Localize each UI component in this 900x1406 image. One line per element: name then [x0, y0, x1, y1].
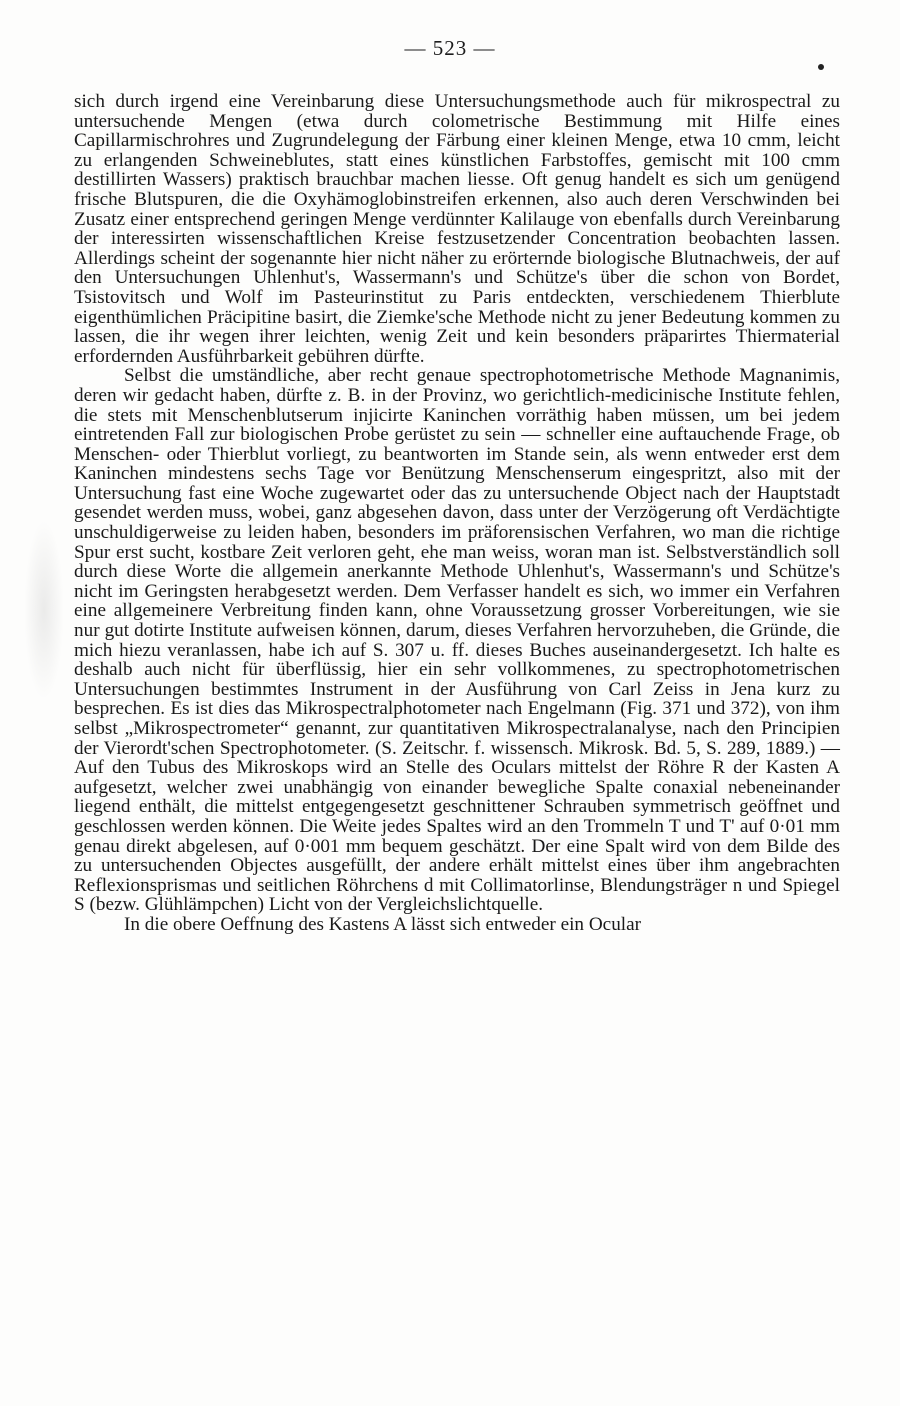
body-text [74, 92, 840, 935]
paper-stain [24, 520, 64, 700]
paragraph-spectrophotometry: Selbst die umständliche, aber recht genaue spectrophotometrische Methode Magnanimis, deren wir gedacht haben, dürfte z. B. in der Provinz, wo gerichtlich-medicinische Institute fehlen, die stets mit Menschenblutserum injicirte Kaninchen vorräthig haben müssen, um bei jedem eintretenden Fall zur biologischen Probe gerüstet zu sein — schneller eine auftauchende Frage, ob Menschen- oder Thierblut vorliegt, zu beantworten im Stande sein, als wenn entweder erst dem Kaninchen mindestens sechs Tage vor Benützung Menschenserum eingespritzt, also mit der Untersuchung fast eine Woche zugewartet oder das zu untersuchende Object nach der Hauptstadt gesendet werden muss, wobei, ganz abgesehen davon, dass unter der Verzögerung oft Verdächtigte unschuldigerweise zu leiden haben, besonders im präforensischen Verfahren, wo man die richtige Spur erst sucht, kostbare Zeit verloren geht, ehe man weiss, woran man ist. Selbstverständlich soll durch diese Worte die allgemein anerkannte Methode Uhlenhut's, Wassermann's und Schütze's nicht im Geringsten herabgesetzt werden. Dem Verfasser handelt es sich, wo immer ein Verfahren eine allgemeinere Verbreitung finden kann, ohne Voraussetzung grosser Vorbereitungen, wie sie nur gut dotirte Institute aufweisen können, darum, dieses Verfahren hervorzuheben, die Gründe, die mich hiezu veranlassen, habe ich auf S. 307 u. ff. dieses Buches auseinandergesetzt. Ich halte es deshalb auch nicht für überflüssig, hier ein sehr vollkommenes, zu spectrophotometrischen Untersuchungen bestimmtes Instrument in der Ausführung von Carl Zeiss in Jena kurz zu besprechen. Es ist dies das Mikrospectralphotometer nach Engelmann (Fig. 371 und 372), von ihm selbst „Mikrospectrometer“ genannt, zur quantitativen Mikrospectralanalyse, nach den Principien der Vierordt'schen Spectrophotometer. (S. Zeitschr. f. wissensch. Mikrosk. Bd. 5, S. 289, 1889.) — Auf den Tubus des Mikroskops wird an Stelle des Oculars mittelst der Röhre R der Kasten A aufgesetzt, welcher zwei unabhängig von einander bewegliche Spalte conaxial nebeneinander liegend enthält, die mittelst entgegengesetzt geschnittener Schrauben symmetrisch geöffnet und geschlossen werden können. Die Weite jedes Spaltes wird an den Trommeln T und T' auf 0·01 mm genau direkt abgelesen, auf 0·001 mm bequem geschätzt. Der eine Spalt wird von dem Bilde des zu untersuchenden Objectes ausgefüllt, der andere erhält mittelst eines über ihm angebrachten Reflexionsprismas und seitlichen Röhrchens d mit Collimatorlinse, Blendungsträger n und Spiegel S (bezw. Glühlämpchen) Licht von der Vergleichslichtquelle. [74, 365, 840, 916]
paragraph-continuation: sich durch irgend eine Vereinbarung diese Untersuchungsmethode auch für mikrospectral zu untersuchende Mengen (etwa durch colometrische Bestimmung mit Hilfe eines Capillarmischrohres und Zugrundelegung der Färbung einer kleinen Menge, etwa 10 cmm, leicht zu erlangenden Schweineblutes, statt eines künstlichen Farbstoffes, gemischt mit 100 cmm destillirten Wassers) praktisch brauchbar machen liesse. Oft genug handelt es sich um genügend frische Blutspuren, die die Oxyhämoglobinstreifen erkennen, also auch deren Verschwinden bei Zusatz einer entsprechend geringen Menge verdünnter Kalilauge von ebenfalls durch Vereinbarung der interessirten wissenschaftlichen Kreise festzusetzender Concentration beobachten lassen. Allerdings scheint der sogenannte hier nicht näher zu erörternde biologische Blutnachweis, der auf den Untersuchungen Uhlenhut's, Wassermann's und Schütze's über die schon von Bordet, Tsistovitsch und Wolf im Pasteurinstitut zu Paris entdeckten, verschiedenem Thierblute eigenthümlichen Präcipitine basirt, die Ziemke'sche Methode nicht zu jener Bedeutung kommen zu lassen, die ihr wegen ihrer leichten, wenig Zeit und kein besonders präparirtes Thiermaterial erfordernden Ausführbarkeit gebühren dürfte. [74, 91, 840, 367]
ink-speck [818, 64, 824, 70]
paragraph-ocular: In die obere Oeffnung des Kastens A lässt sich entweder ein Ocular [124, 913, 642, 935]
page-number: — 523 — [404, 36, 496, 60]
